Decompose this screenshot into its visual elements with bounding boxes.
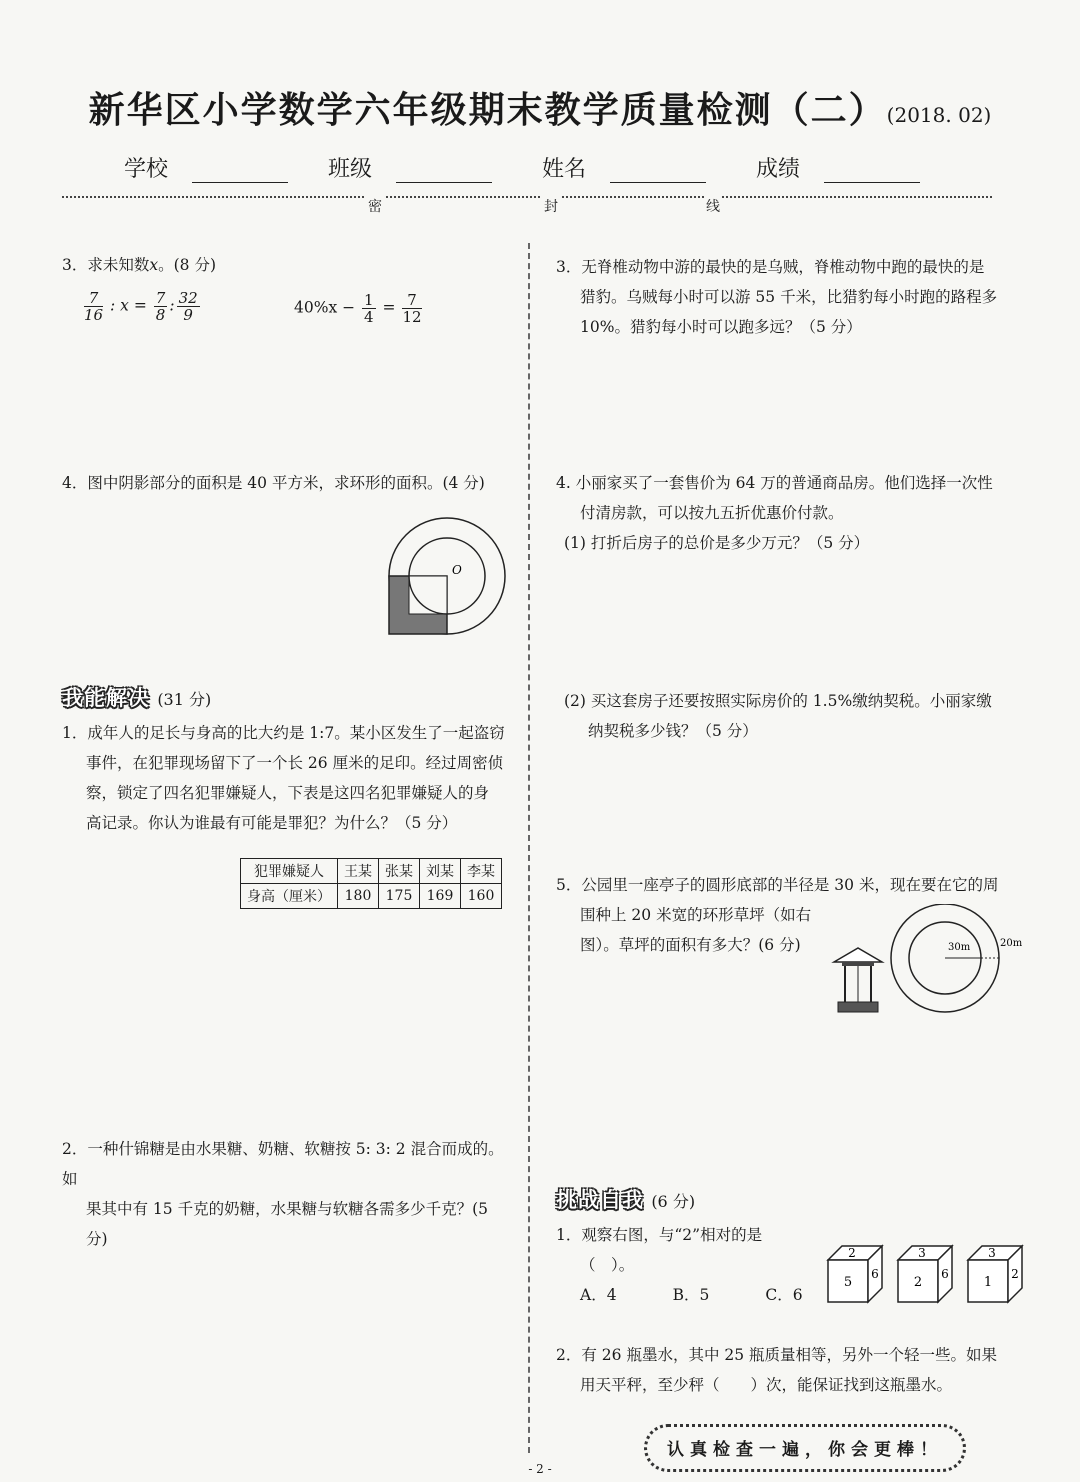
rq5-line-2: 围种上 20 米宽的环形草坪（如右 [580,906,812,924]
section-challenge-points: (6 分) [651,1192,696,1211]
score-blank [824,160,920,183]
table-row [241,884,502,909]
score-field [756,152,920,183]
eq1-mid: : x = [110,296,147,315]
c1-options [556,1280,859,1310]
q3-var: x [149,256,159,274]
question-right-4 [556,468,1006,558]
seal-word-mi: 密 [366,196,384,216]
width-label: 20m [1000,938,1023,949]
question-right-4-part-2 [564,686,1006,746]
solve-question-1 [62,718,512,838]
eq2-equals: = [382,298,396,317]
class-field [328,152,492,183]
solve-question-2 [62,1134,512,1254]
cube-1-side: 6 [871,1267,879,1281]
s2-line-1: 2．一种什锦糖是由水果糖、奶糖、软糖按 5: 3: 2 混合而成的。如 [62,1140,504,1188]
cube-2-top: 3 [918,1246,926,1260]
title-text: 新华区小学数学六年级期末教学质量检测（二） [88,89,887,131]
cube-1-top: 2 [848,1246,856,1260]
eq1-frac-1: $\frac{7}{16}$ [84,289,104,324]
cube-1 [828,1246,882,1302]
eq1-frac-3: $\frac{32}{9}$ [178,289,198,324]
challenge-question-1 [556,1220,859,1310]
cube-3-front: 1 [983,1275,993,1290]
question-right-3 [556,252,1006,342]
eq1-colon: : [169,296,175,315]
c1-line-1: 1．观察右图，与“2”相对的是 [556,1226,763,1244]
rq4-sub-1: (1) 打折后房子的总价是多少万元？（5 分） [564,534,870,552]
table-header-cell: 张某 [379,859,420,884]
table-header-cell: 犯罪嫌疑人 [241,859,338,884]
table-header-row [241,859,502,884]
table-cell: 160 [461,884,502,909]
school-label: 学校 [124,157,169,182]
rq5-line-1: 5．公园里一座亭子的圆形底部的半径是 30 米，现在要在它的周 [556,876,999,894]
c1-line-2: （ ）。 [580,1256,635,1274]
cube-3 [968,1246,1022,1302]
rq3-line-1: 3．无脊椎动物中游的最快的是乌贼，脊椎动物中跑的最快的是 [556,258,985,276]
rq4-sub-2-line-2: 纳契税多少钱？（5 分） [588,722,758,740]
eq2-frac-1: $\frac{1}{4}$ [364,291,374,326]
c2-line-1: 2．有 26 瓶墨水，其中 25 瓶质量相等，另外一个轻一些。如果 [556,1346,998,1364]
cube-2-side: 6 [941,1267,949,1281]
page-number: - 2 - [528,1462,552,1476]
equation-2 [294,292,424,325]
option-c: C．6 [765,1286,803,1304]
pavilion-lawn-diagram [830,904,1030,1022]
cube-3-top: 3 [988,1246,996,1260]
table-header-cell: 刘某 [420,859,461,884]
page-title [0,82,1080,133]
cube-1-front: 5 [843,1275,853,1290]
pavilion-icon [834,948,882,1012]
equation-1 [82,290,202,323]
column-divider [528,243,530,1453]
table-cell: 169 [420,884,461,909]
seal-word-feng: 封 [542,196,560,216]
eq2-pre: 40%x − [294,298,356,317]
eq1-frac-2: $\frac{7}{8}$ [155,289,166,324]
rq3-line-2: 猎豹。乌贼每小时可以游 55 千米，比猎豹每小时跑的路程多 [580,288,998,306]
table-cell: 180 [338,884,379,909]
cube-2-front: 2 [913,1275,923,1290]
option-a: A．4 [580,1286,617,1304]
s2-line-2: 果其中有 15 千克的奶糖，水果糖与软糖各需多少千克？(5 分) [86,1200,488,1248]
score-label: 成绩 [756,157,801,182]
cube-3-side: 2 [1011,1267,1019,1281]
section-solve-title: 我能解决 [62,686,150,710]
cube-2 [898,1246,952,1302]
dice-diagram [824,1244,1030,1306]
banner-text: 认真检查一遍，你会更棒！ [667,1440,943,1460]
option-b: B．5 [672,1286,710,1304]
school-blank [192,160,288,183]
title-date: (2018. 02) [886,103,992,127]
challenge-question-2 [556,1340,1006,1400]
suspect-height-table [240,858,502,909]
rq4-line-2: 付清房款，可以按九五折优惠价付款。 [580,504,844,522]
table-header-cell: 李某 [461,859,502,884]
school-field [124,152,288,183]
q4-text: 4．图中阴影部分的面积是 40 平方米，求环形的面积。(4 分) [62,474,485,492]
q3-text: 3．求未知数 [62,256,150,274]
table-cell: 175 [379,884,420,909]
rq3-line-3: 10%。猎豹每小时可以跑多远？（5 分） [580,318,862,336]
question-left-3 [62,250,216,280]
class-label: 班级 [328,157,373,182]
s1-line-3: 察，锁定了四名犯罪嫌疑人，下表是这四名犯罪嫌疑人的身 [86,784,490,802]
name-field [542,152,706,183]
s1-line-2: 事件，在犯罪现场留下了一个长 26 厘米的足印。经过周密侦 [86,754,504,772]
eq2-frac-2: $\frac{7}{12}$ [402,291,422,326]
c2-line-2: 用天平秤，至少秤（ ）次，能保证找到这瓶墨水。 [580,1376,953,1394]
radius-label: 30m [948,942,971,953]
class-blank [396,160,492,183]
question-left-4 [62,468,485,498]
section-challenge-title: 挑战自我 [556,1188,644,1212]
s1-line-4: 高记录。你认为谁最有可能是罪犯？为什么？（5 分） [86,814,458,832]
table-header-cell: 王某 [338,859,379,884]
table-row-label: 身高（厘米） [241,884,338,909]
section-solve-points: (31 分) [157,690,212,709]
ring-diagram [386,512,522,644]
seal-word-xian: 线 [704,196,722,216]
name-label: 姓名 [542,157,587,182]
section-solve-header [62,682,211,712]
rq4-sub-2-line-1: (2) 买这套房子还要按照实际房价的 1.5%缴纳契税。小丽家缴 [564,692,992,710]
name-blank [610,160,706,183]
section-challenge-header [556,1184,695,1214]
rq5-line-3: 图）。草坪的面积有多大？(6 分) [580,936,801,954]
seal-line [62,196,992,198]
s1-line-1: 1．成年人的足长与身高的比大约是 1:7。某小区发生了一起盗窃 [62,724,505,742]
rq4-line-1: 4. 小丽家买了一套售价为 64 万的普通商品房。他们选择一次性 [556,474,993,492]
q3-points: 。(8 分) [158,256,217,274]
center-label: O [452,563,462,577]
